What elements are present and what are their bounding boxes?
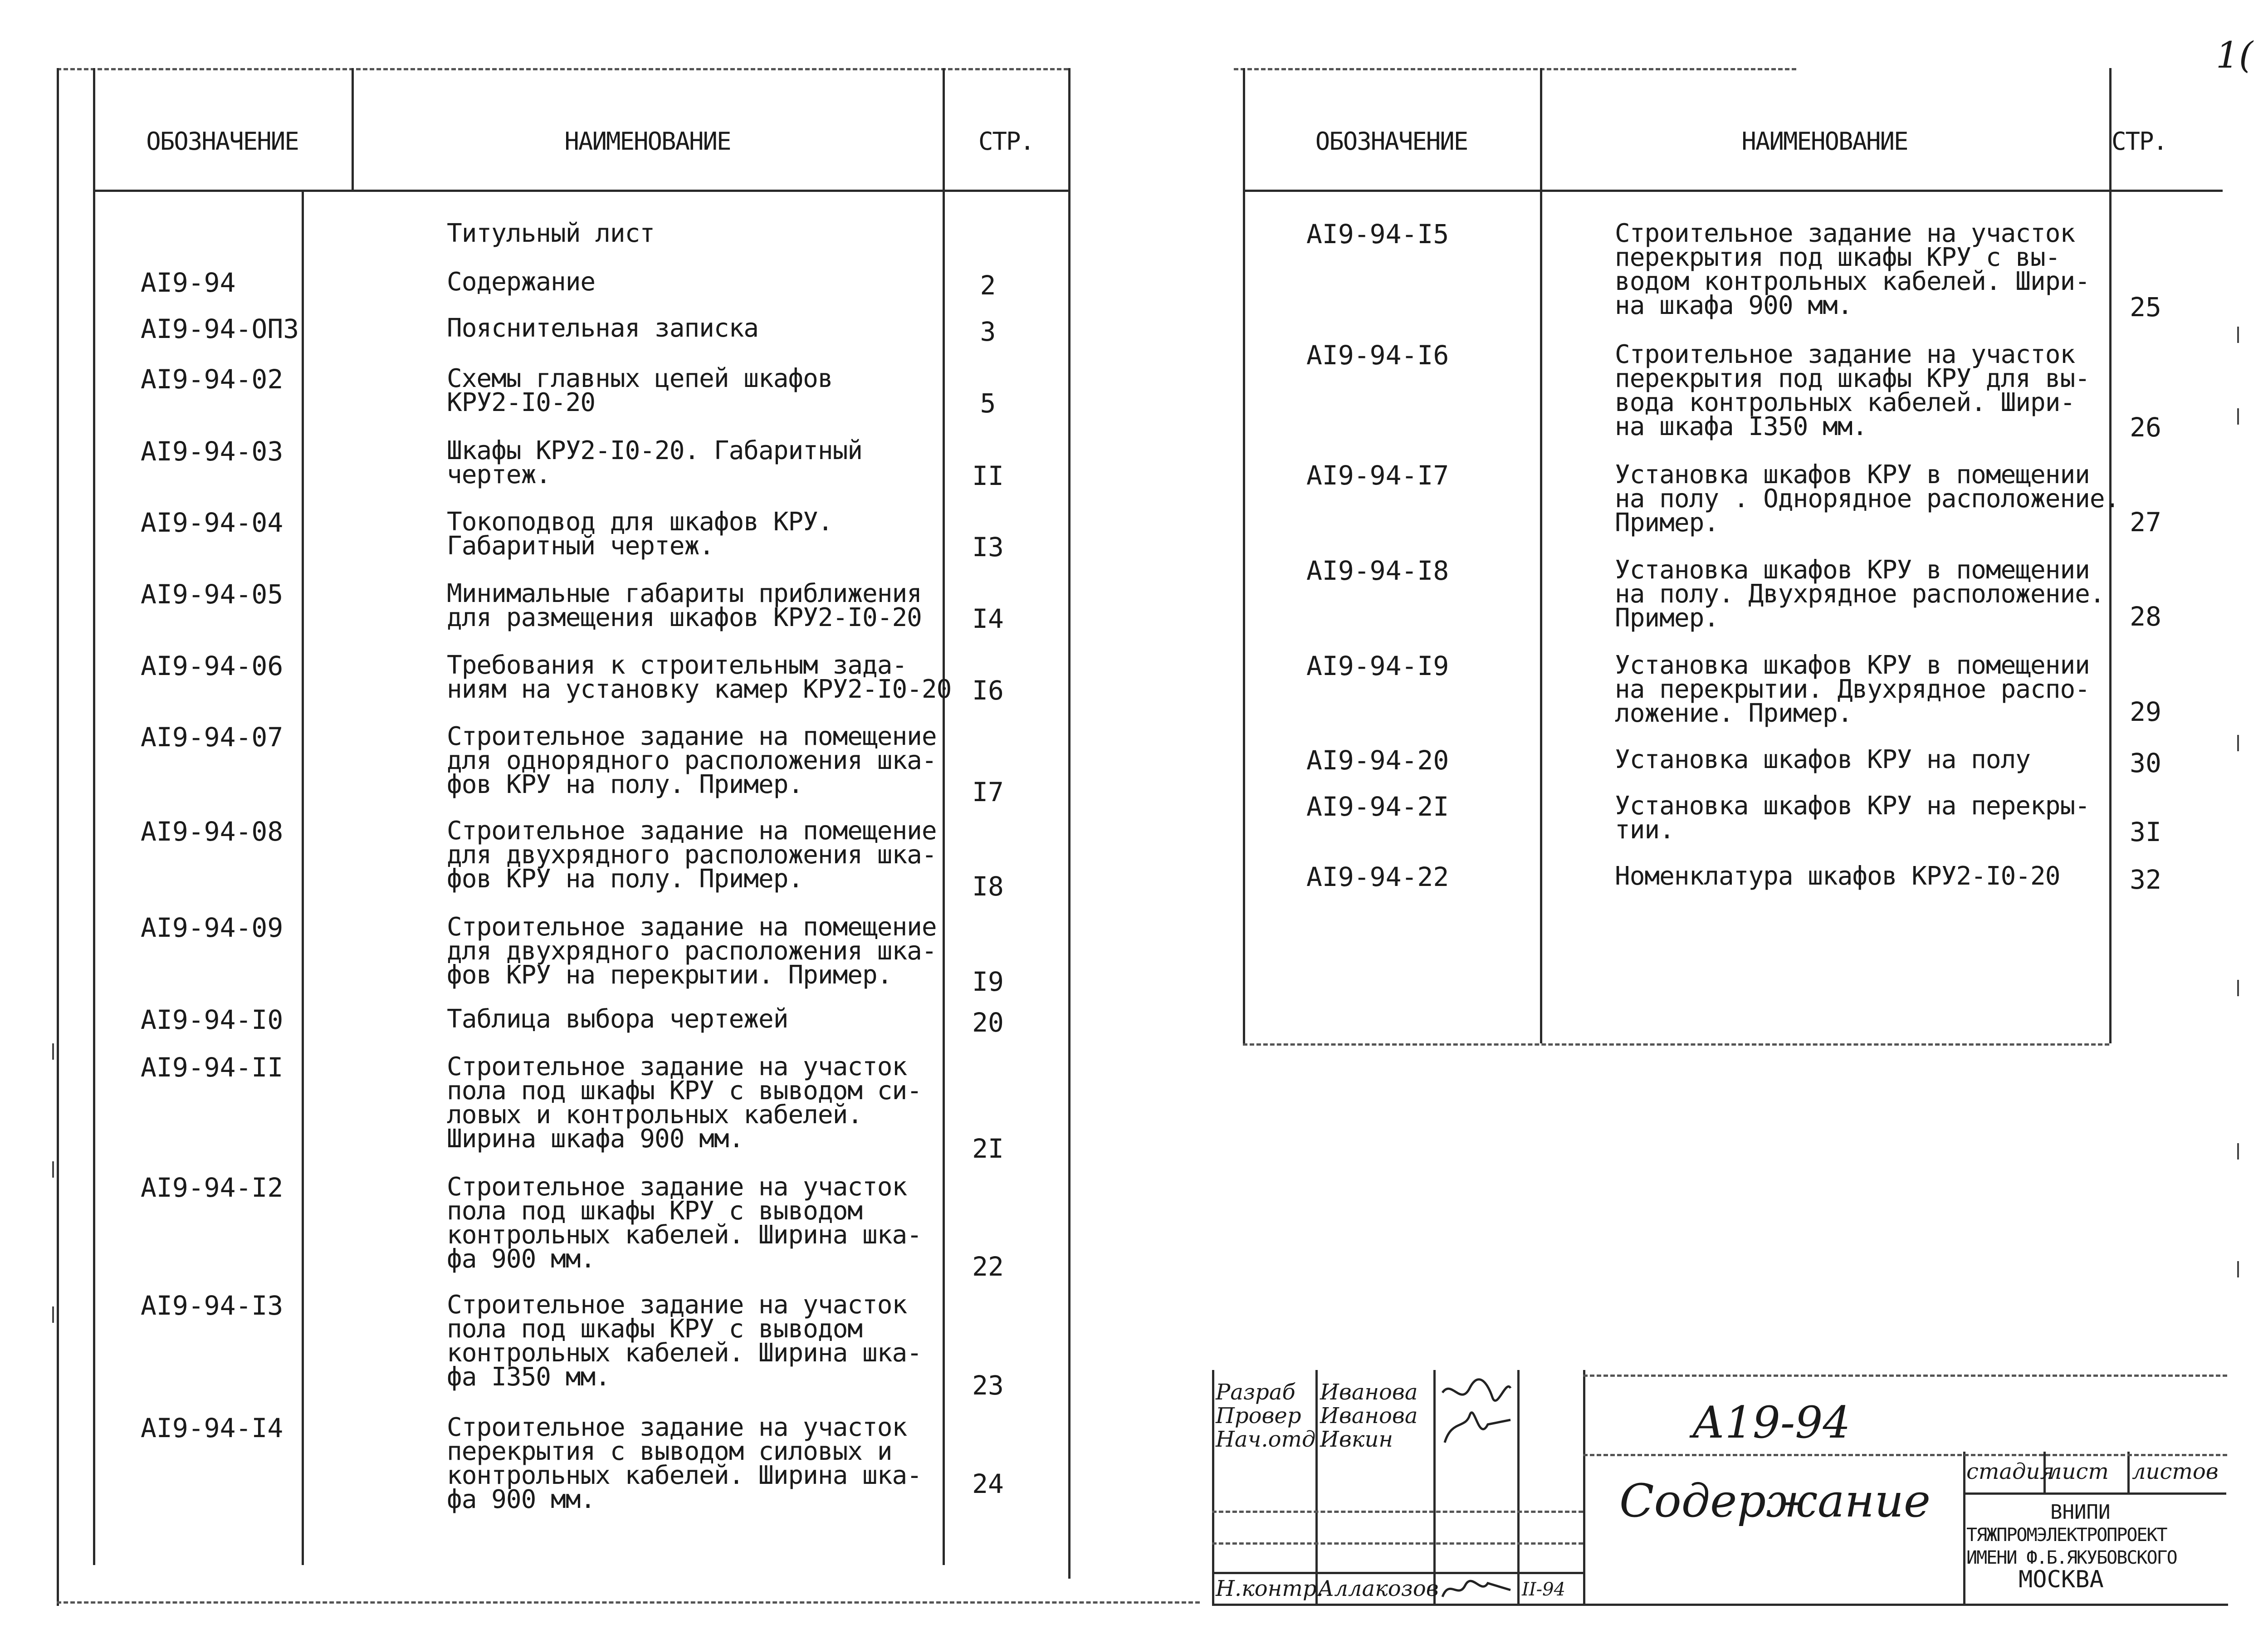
row-page: 2	[980, 270, 996, 301]
row-page: 30	[2130, 748, 2161, 778]
row-title: Номенклатура шкафов КРУ2-I0-20	[1615, 861, 2060, 891]
edge-tick	[2237, 327, 2239, 343]
left-header-page: СТР.	[978, 127, 1034, 156]
row-title: Строительное задание на участок перекрытия под шкафы КРУ с вы- водом контрольных кабелей. Шири- на шкафа 900 мм.	[1615, 219, 2090, 320]
row-page: 27	[2130, 507, 2161, 538]
row-title: Строительное задание на помещение для двухрядного расположения шка- фов КРУ на перекрытии. Пример.	[447, 912, 937, 990]
row-title: Строительное задание на участок пола под шкафы КРУ с выводом контрольных кабелей. Ширина шка- фа I350 мм.	[447, 1290, 922, 1392]
row-code: АI9-94-02	[141, 364, 284, 395]
row-title: Установка шкафов КРУ в помещении на перекрытии. Двухрядное распо- ложение. Пример.	[1615, 651, 2090, 728]
tb-sheets-label: листов	[2132, 1459, 2219, 1484]
row-title: Строительное задание на участок пола под шкафы КРУ с выводом си- ловых и контрольных кабелей. Ширина шкафа 900 мм.	[447, 1052, 922, 1154]
edge-tick	[2237, 1261, 2239, 1277]
top-border-left	[57, 68, 1068, 70]
edge-tick	[2237, 1143, 2239, 1159]
row-page: I8	[972, 871, 1004, 902]
left-frame-line	[57, 68, 59, 1606]
row-title: Строительное задание на помещение для двухрядного расположения шка- фов КРУ на полу. Пример.	[447, 816, 937, 894]
row-page: 5	[980, 388, 996, 419]
tb-line	[1583, 1375, 2227, 1377]
row-code: АI9-94-22	[1306, 861, 1449, 892]
edge-tick	[52, 1306, 54, 1323]
row-page: I9	[972, 966, 1004, 997]
row-code: АI9-94-I4	[141, 1413, 284, 1443]
org-line-4: МОСКВА	[2019, 1566, 2104, 1593]
row-title: Установка шкафов КРУ на полу	[1615, 745, 2031, 774]
row-code: АI9-94-06	[141, 651, 284, 681]
row-page: I6	[972, 675, 1004, 706]
signature-scribbles	[1438, 1375, 1515, 1452]
row-page: 32	[2130, 864, 2161, 895]
tb-line	[1963, 1492, 2226, 1495]
row-code: АI9-94-03	[141, 436, 284, 467]
row-code: АI9-94-I8	[1306, 555, 1449, 586]
tb-line	[1583, 1454, 2227, 1456]
tb-line	[1963, 1452, 1965, 1606]
row-code: АI9-94-I3	[141, 1290, 284, 1321]
tb-role-head: Нач.отд	[1216, 1427, 1316, 1452]
row-title: Строительное задание на участок пола под шкафы КРУ с выводом контрольных кабелей. Ширина шка- фа 900 мм.	[447, 1172, 922, 1274]
edge-tick	[2237, 408, 2239, 425]
row-code: АI9-94-08	[141, 816, 284, 847]
row-title: Установка шкафов КРУ на перекры- тии.	[1615, 791, 2090, 845]
row-page: 3	[980, 316, 996, 347]
row-title: Пояснительная записка	[447, 313, 759, 343]
row-title: Строительное задание на участок перекрытия с выводом силовых и контрольных кабелей. Ширина шка- фа 900 мм.	[447, 1413, 922, 1514]
org-line-2: ТЯЖПРОМЭЛЕКТРОПРОЕКТ	[1966, 1525, 2167, 1546]
right-table-border	[1243, 68, 1245, 1043]
tb-line	[1212, 1572, 1583, 1574]
row-page: 23	[972, 1370, 1004, 1401]
tb-role-developer: Разраб	[1216, 1380, 1295, 1405]
row-code: АI9-94-20	[1306, 745, 1449, 776]
row-page: I3	[972, 532, 1004, 563]
row-page: 24	[972, 1468, 1004, 1499]
row-page: 29	[2130, 696, 2161, 727]
tb-line	[1212, 1370, 1214, 1606]
row-page: 20	[972, 1007, 1004, 1038]
tb-role-normcontrol: Н.контр.	[1216, 1576, 1324, 1601]
right-col-divider-1	[1540, 68, 1542, 1043]
tb-line	[1315, 1370, 1318, 1606]
row-page: 22	[972, 1251, 1004, 1282]
row-code: АI9-94-II	[141, 1052, 284, 1083]
left-header-name: НАИМЕНОВАНИЕ	[564, 127, 731, 156]
tb-line	[1212, 1542, 1583, 1545]
tb-line	[2127, 1452, 2130, 1492]
row-code: АI9-94-I5	[1306, 219, 1449, 250]
row-page: 3I	[2130, 817, 2161, 847]
left-table-right-border	[1068, 68, 1070, 1579]
org-line-1: ВНИПИ	[2050, 1501, 2111, 1524]
tb-line	[1212, 1511, 1583, 1513]
left-table-border	[93, 68, 95, 1565]
row-page: I4	[972, 603, 1004, 634]
right-table-bottom	[1243, 1043, 2109, 1046]
row-code: АI9-94-07	[141, 722, 284, 753]
tb-name-developer: Иванова	[1320, 1380, 1418, 1405]
left-col-divider-1	[302, 191, 304, 1565]
row-code: АI9-94-I9	[1306, 651, 1449, 681]
row-code: АI9-94-ОПЗ	[141, 313, 299, 344]
tb-line	[1212, 1604, 2228, 1606]
tb-role-checker: Провер	[1216, 1403, 1301, 1429]
row-code: АI9-94-I7	[1306, 460, 1449, 491]
row-title: Минимальные габариты приближения для размещения шкафов КРУ2-I0-20	[447, 579, 922, 632]
row-title: Шкафы КРУ2-I0-20. Габаритный чертеж.	[447, 436, 863, 489]
tb-doc-code: А19-94	[1692, 1397, 1851, 1448]
row-title: Требования к строительным зада- ниям на установку камер КРУ2-I0-20	[447, 651, 952, 704]
tb-line	[1583, 1370, 1585, 1606]
edge-tick	[52, 1043, 54, 1060]
row-page: 25	[2130, 292, 2161, 323]
edge-tick	[2237, 735, 2239, 751]
row-page: 26	[2130, 412, 2161, 443]
row-code: АI9-94-I0	[141, 1004, 284, 1035]
row-code: АI9-94-I6	[1306, 340, 1449, 371]
tb-stage-label: стадия	[1966, 1459, 2055, 1484]
normcontrol-signature	[1438, 1574, 1515, 1602]
corner-mark: 1(	[2216, 34, 2253, 76]
tb-sheet-label: лист	[2048, 1459, 2109, 1484]
right-header-name: НАИМЕНОВАНИЕ	[1741, 127, 1908, 156]
tb-name-checker: Иванова	[1320, 1403, 1418, 1429]
right-header-underline	[1243, 190, 2223, 192]
row-code: АI9-94-04	[141, 507, 284, 538]
edge-tick	[2237, 980, 2239, 996]
right-header-page: СТР.	[2112, 127, 2167, 156]
row-page: I7	[972, 777, 1004, 807]
row-code: АI9-94-09	[141, 912, 284, 943]
row-page: 2I	[972, 1133, 1004, 1164]
tb-line	[1433, 1370, 1436, 1606]
row-title: Титульный лист	[447, 219, 655, 248]
row-title: Токоподвод для шкафов КРУ. Габаритный чертеж.	[447, 507, 833, 561]
left-header-code: ОБОЗНАЧЕНИЕ	[146, 127, 298, 156]
edge-tick	[52, 1161, 54, 1178]
row-code: АI9-94-I2	[141, 1172, 284, 1203]
row-title: Строительное задание на участок перекрытия под шкафы КРУ для вы- вода контрольных кабелей. Шири- на шкафа I350 мм.	[1615, 340, 2090, 441]
org-line-3: ИМЕНИ Ф.Б.ЯКУБОВСКОГО	[1966, 1547, 2177, 1568]
row-code: АI9-94-2I	[1306, 791, 1449, 822]
tb-doc-title: Содержание	[1619, 1474, 1931, 1527]
row-code: АI9-94-05	[141, 579, 284, 610]
row-page: 28	[2130, 601, 2161, 632]
row-page: II	[972, 460, 1004, 491]
tb-line	[1517, 1370, 1520, 1606]
top-border-right	[1234, 68, 1796, 70]
tb-name-normcontrol: Аллакозов	[1318, 1576, 1439, 1601]
bottom-border	[57, 1601, 1200, 1604]
left-header-underline	[93, 190, 1068, 192]
row-title: Установка шкафов КРУ в помещении на полу. Двухрядное расположение. Пример.	[1615, 555, 2105, 633]
tb-date-normcontrol: II-94	[1522, 1579, 1566, 1600]
right-col-divider-2	[2109, 68, 2112, 1043]
row-title: Содержание	[447, 267, 596, 297]
row-code: АI9-94	[141, 267, 236, 298]
right-header-code: ОБОЗНАЧЕНИЕ	[1315, 127, 1468, 156]
row-title: Схемы главных цепей шкафов КРУ2-I0-20	[447, 364, 833, 417]
row-title: Установка шкафов КРУ в помещении на полу . Однорядное расположение. Пример.	[1615, 460, 2120, 538]
row-title: Строительное задание на помещение для однорядного расположения шка- фов КРУ на полу. Пример.	[447, 722, 937, 799]
row-title: Таблица выбора чертежей	[447, 1004, 788, 1034]
tb-name-head: Ивкин	[1320, 1427, 1393, 1452]
